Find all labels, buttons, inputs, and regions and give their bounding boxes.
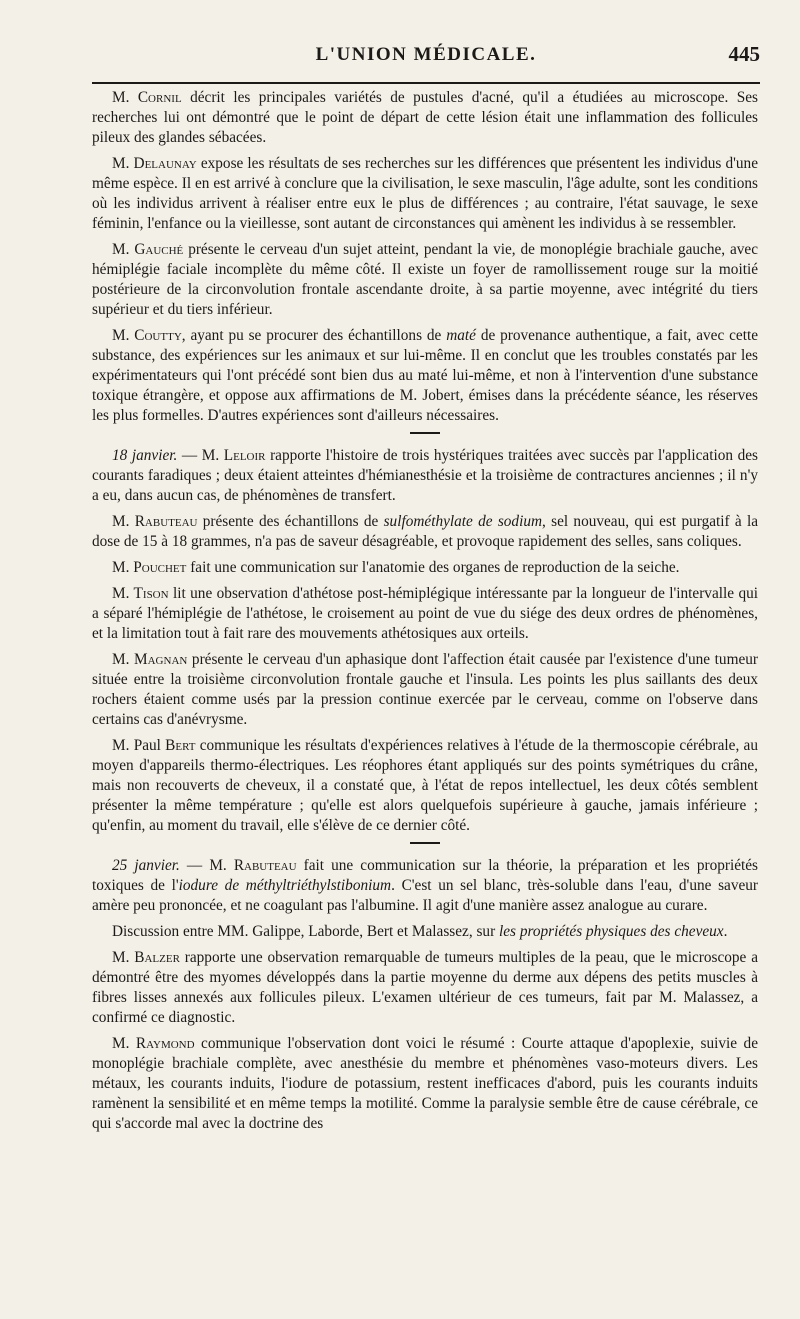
paragraph-text: fait une communication sur la théorie, la préparation et les propriétés toxiques de l' (92, 857, 758, 894)
paragraph-text: communique les résultats d'expériences relatives à l'étude de la thermoscopie cérébrale, au moyen d'appareils thermo-électriques. Les réophores étant appliqués sur des points symétriques du crâne, mais non recouverts de cheveux, il a constaté que, à l'état de repos intellectuel, les deux côtés semblent présenter la même température ; qu'elle est alors quelquefois supérieure à gauche, jamais inférieure ; qu'enfin, au moment du travail, elle s'élève de ce dernier côté. (92, 737, 758, 834)
paragraph-text: , ayant pu se procurer des échantillons de (181, 327, 447, 344)
session-date: 18 janvier. (112, 447, 178, 464)
paragraph-text: Discussion entre MM. Galippe, Laborde, Bert et Malassez, sur (112, 923, 500, 940)
page-header (92, 40, 760, 76)
speaker-name: M. Cornil (112, 89, 182, 106)
speaker-prefix: M. Paul (112, 737, 166, 754)
paragraph-magnan (92, 650, 758, 730)
italic-term: les propriétés physiques des cheveux (499, 923, 724, 940)
speaker-name: Bert (165, 737, 196, 754)
speaker-name: M. Magnan (112, 651, 188, 668)
speaker-name: M. Pouchet (112, 559, 187, 576)
italic-term: maté (446, 327, 476, 344)
paragraph-text: décrit les principales variétés de pustules d'acné, qu'il a étudiées au microscope. Ses recherches lui ont démontré que le point de départ de cette lésion était une inflammation des follicules pileux des glandes sébacées. (92, 89, 759, 146)
paragraph-text: communique l'observation dont voici le résumé : Courte attaque d'apoplexie, suivie de monoplégie brachiale complète, avec anesthésie du membre et phénomènes vaso-moteurs divers. Les métaux, les courants induits, l'iodure de potassium, restent inefficaces d'abord, puis les courants induits ramènent la sensibilité et en même temps la motilité. Comme la paralysie semble être de cause cérébrale, ce qui s'accorde mal avec la doctrine des (92, 1035, 758, 1132)
section-separator (410, 432, 440, 434)
speaker-name: M. Rabuteau (112, 513, 198, 530)
paragraph-text: présente le cerveau d'un sujet atteint, pendant la vie, de monoplégie brachiale gauche, avec hémiplégie faciale incomplète du même côté. Il existe un foyer de ramollissement rouge sur la moitié postérieure de la circonvolution frontale ascendante droite, à sa partie moyenne, avec intégrité du tiers supérieur et du tiers inférieur. (92, 241, 759, 318)
paragraph-text: . C'est un sel blanc, très-soluble dans l'eau, d'une saveur amère peu prononcée, et ne coagulant pas l'albumine. Il agit d'une manière assez analogue au curare. (92, 877, 758, 914)
paragraph-rabuteau-2 (92, 856, 758, 916)
paragraph-text: , sel nouveau, qui est purgatif à la dose de 15 à 18 grammes, n'a pas de saveur désagréable, et provoque rapidement des selles, sans coliques. (92, 513, 759, 550)
speaker-name: M. Leloir (201, 447, 266, 464)
speaker-name: M. Balzer (112, 949, 180, 966)
paragraph-gauche (92, 240, 758, 320)
page-number: 445 (728, 42, 760, 66)
italic-term: sulfométhylate de sodium (383, 513, 543, 530)
paragraph-coutty (92, 326, 758, 426)
article-body (92, 88, 758, 1140)
paragraph-delaunay (92, 154, 758, 234)
paragraph-leloir (92, 446, 758, 506)
paragraph-text: fait une communication sur l'anatomie des organes de reproduction de la seiche. (186, 559, 680, 576)
paragraph-rabuteau-1 (92, 512, 758, 552)
speaker-name: M. Coutty (112, 327, 182, 344)
speaker-name: M. Gauché (112, 241, 184, 258)
header-rule (92, 82, 760, 84)
speaker-name: M. Rabuteau (209, 857, 297, 874)
speaker-name: M. Delaunay (112, 155, 197, 172)
paragraph-text: . (723, 923, 728, 940)
paragraph-text: lit une observation d'athétose post-hémiplégique intéressante par la longueur de l'intervalle qui a séparé l'hémiplégie de l'athétose, le croisement au point de vue du siége des deux ordres de phénomènes, et la limitation tout à fait rare des mouvements athétosiques aux orteils. (92, 585, 758, 642)
paragraph-raymond (92, 1034, 758, 1134)
paragraph-discussion (92, 922, 758, 942)
paragraph-text: rapporte une observation remarquable de tumeurs multiples de la peau, que le microscope a démontré être des myomes développés dans la partie moyenne du derme aux dépens des petits muscles à fibres lisses annexés aux follicules pileux. L'examen ultérieur de ces tumeurs, fait par M. Malassez, a confirmé ce diagnostic. (92, 949, 758, 1026)
paragraph-text: présente le cerveau d'un aphasique dont l'affection était causée par l'existence d'une tumeur située entre la troisième circonvolution frontale gauche et l'insula. Les points les plus saillants des deux rochers étaient comme usés par la pression continue exercée par le cerveau, comme on l'observe dans certains cas d'anévrysme. (92, 651, 759, 728)
paragraph-text: de provenance authentique, a fait, avec cette substance, des expériences sur les animaux et sur lui-même. Il en conclut que les troubles constatés par les expérimentateurs qui l'ont précédé sont bien dus au maté lui-même, et non à l'intervention d'une substance toxique étrangère, et oppose aux affirmations de M. Jobert, émises dans la précédente séance, les réserves les plus formelles. D'autres expériences sont d'ailleurs nécessaires. (92, 327, 758, 424)
paragraph-bert (92, 736, 758, 836)
running-title: L'UNION MÉDICALE. (315, 44, 537, 65)
speaker-name: M. Tison (112, 585, 169, 602)
paragraph-text: rapporte l'histoire de trois hystériques traitées avec succès par l'application des courants faradiques ; deux étaient atteintes d'hémianesthésie et la troisième de contractures anciennes ; il n'y a eu, dans aucun cas, de phénomènes de transfert. (92, 447, 758, 504)
paragraph-tison (92, 584, 758, 644)
paragraph-text: présente des échantillons de (197, 513, 384, 530)
dash: — (177, 447, 202, 464)
paragraph-cornil (92, 88, 758, 148)
session-date: 25 janvier. (112, 857, 180, 874)
paragraph-pouchet (92, 558, 758, 578)
paragraph-text: expose les résultats de ses recherches sur les différences que présentent les individus d'une même espèce. Il en est arrivé à conclure que la civilisation, le sexe masculin, l'âge adulte, sont les conditions où les individus arrivent à réaliser entre eux le plus de différences ; au contraire, l'état sauvage, le sexe féminin, l'enfance ou la vieillesse, sont autant de circonstances qui amènent les individus à se ressembler. (92, 155, 758, 232)
paragraph-balzer (92, 948, 758, 1028)
speaker-name: M. Raymond (112, 1035, 195, 1052)
section-separator (410, 842, 440, 844)
italic-term: iodure de méthyltriéthylstibonium (178, 877, 392, 894)
dash: — (179, 857, 210, 874)
